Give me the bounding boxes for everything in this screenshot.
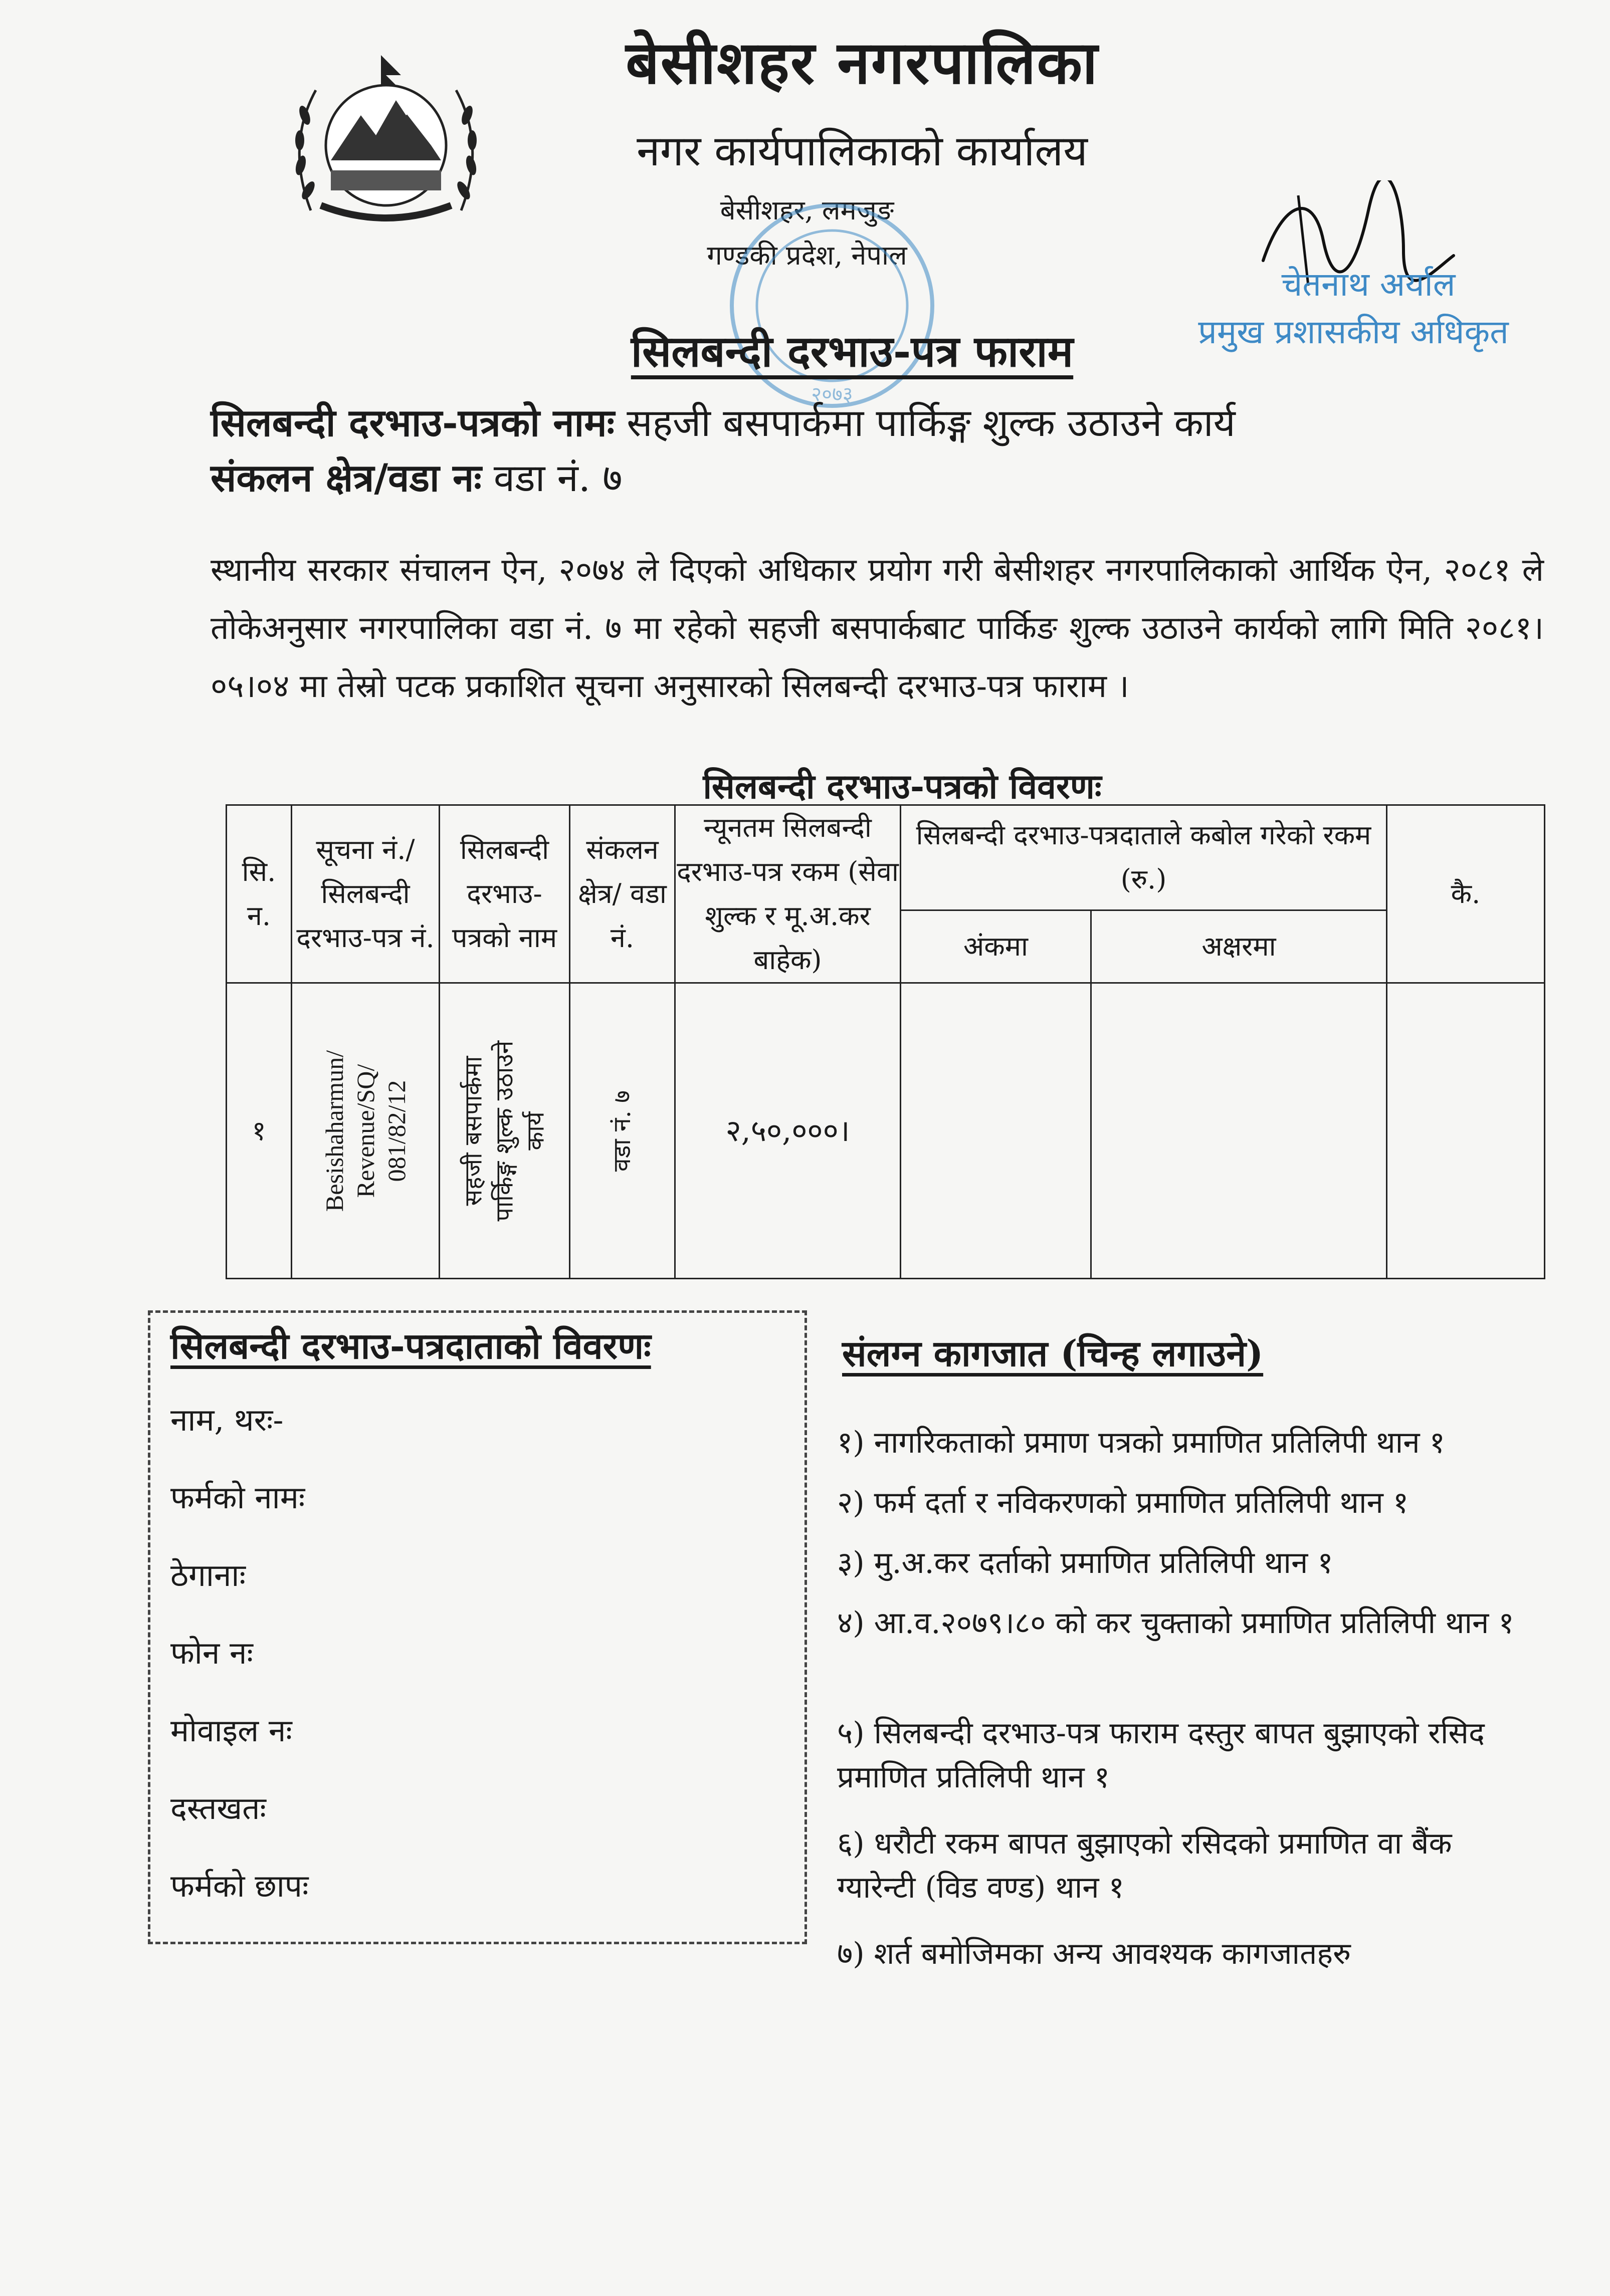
address-line-2: गण्डकी प्रदेश, नेपाल [707,240,907,271]
intro-paragraph: स्थानीय सरकार संचालन ऐन, २०७४ ले दिएको अधिकार प्रयोग गरी बेसीशहर नगरपालिकाको आर्थिक ऐन, २०८१ ले तोकेअनुसार नगरपालिका वडा नं. ७ मा रहेको सहजी बसपार्कबाट पार्किङ शुल्क उठाउने कार्यको लागि मिति २०८१।०५।०४ मा तेस्रो पटक प्रकाशित सूचना अनुसारको सिलबन्दी दरभाउ-पत्र फाराम । [211,552,1544,705]
header-area: संकलन क्षेत्र/ वडा नं. [570,805,675,983]
office-name: नगर कार्यपालिकाको कार्यालय [637,126,1088,175]
officer-name: चेतनाथ अर्याल [1281,265,1456,304]
notice-no-line-2: Revenue/SQ/ [351,1064,380,1198]
address-line-1: बेसीशहर, लमजुङ [720,194,894,226]
field-firm-name[interactable]: फर्मको नामः [170,1479,305,1516]
nepal-government-emblem [281,45,491,236]
attachment-item: ५) सिलबन्दी दरभाउ-पत्र फाराम दस्तुर बापत बुझाएको रसिद प्रमाणित प्रतिलिपी थान १ [837,1716,1485,1795]
header-min-amount: न्यूनतम सिलबन्दी दरभाउ-पत्र रकम (सेवा शुल्क र मू.अ.कर बाहेक) [675,805,901,983]
bidder-details-title: सिलबन्दी दरभाउ-पत्रदाताको विवरणः [170,1324,651,1367]
attachment-item: ३) मु.अ.कर दर्ताको प्रमाणित प्रतिलिपी थान १ [837,1545,1333,1580]
attachment-item: ४) आ.व.२०७९।८० को कर चुक्ताको प्रमाणित प्रतिलिपी थान १ [837,1605,1514,1641]
attachment-item: २) फर्म दर्ता र नविकरणको प्रमाणित प्रतिलिपी थान १ [837,1485,1409,1520]
field-phone[interactable]: फोन नः [170,1635,253,1671]
attachment-item: ७) शर्त बमोजिमका अन्य आवश्यक कागजातहरु [837,1936,1351,1971]
field-signature[interactable]: दस्तखतः [170,1790,266,1826]
area-line [211,451,623,503]
cell-min-amount: २,५०,०००। [675,983,901,1279]
notice-no-line-3: 081/82/12 [382,1080,411,1182]
area-value: वडा नं. ७ [493,455,623,500]
form-title: सिलबन्दी दरभाउ-पत्र फाराम [631,326,1074,377]
office-stamp [702,190,962,421]
bid-name-value: सहजी बसपार्कमा पार्किङ्ग शुल्क उठाउने कार्य [627,400,1236,445]
field-mobile[interactable]: मोवाइल नः [170,1712,292,1749]
header-remarks: कै. [1387,805,1545,983]
cell-remarks[interactable] [1387,983,1545,1279]
area-value-cell: वडा नं. ७ [608,1090,637,1172]
cell-sn: १ [227,983,292,1279]
header-sn: सि. न. [227,805,292,983]
bid-name-line [211,396,1236,447]
field-firm-seal[interactable]: फर्मको छापः [170,1868,309,1904]
header-in-words: अक्षरमा [1091,910,1387,983]
header-offered: सिलबन्दी दरभाउ-पत्रदाताले कबोल गरेको रकम (रु.) [901,805,1387,910]
field-address[interactable]: ठेगानाः [170,1557,246,1593]
table-header-row [227,805,1545,910]
cell-area [570,983,675,1279]
attachment-item: ६) धरौटी रकम बापत बुझाएको रसिदको प्रमाणित वा बैंक ग्यारेन्टी (विड वण्ड) थान १ [837,1826,1452,1905]
header-notice-no: सूचना नं./ सिलबन्दी दरभाउ-पत्र नं. [292,805,440,983]
municipality-name: बेसीशहर नगरपालिका [626,28,1099,97]
bid-name-label: सिलबन्दी दरभाउ-पत्रको नामः [211,400,615,445]
field-name[interactable]: नाम, थरः- [170,1402,284,1438]
bid-name-line-2: पार्किङ्ग शुल्क उठाउने [490,1040,519,1221]
cell-in-words[interactable] [1091,983,1387,1279]
header-in-figures: अंकमा [901,910,1091,983]
bid-details-table [226,804,1545,1279]
table-row [227,983,1545,1279]
area-label: संकलन क्षेत्र/वडा नः [211,455,482,500]
cell-bid-name [440,983,570,1279]
cell-notice-no [292,983,440,1279]
officer-title: प्रमुख प्रशासकीय अधिकृत [1198,313,1509,351]
attachment-item: १) नागरिकताको प्रमाण पत्रको प्रमाणित प्रतिलिपी थान १ [837,1425,1445,1460]
header-bid-name: सिलबन्दी दरभाउ-पत्रको नाम [440,805,570,983]
bid-name-line-1: सहजी बसपार्कमा [459,1056,488,1206]
bid-name-line-3: कार्य [521,1111,550,1151]
cell-in-figures[interactable] [901,983,1091,1279]
table-title: सिलबन्दी दरभाउ-पत्रको विवरणः [703,767,1102,807]
attachments-title: संलग्न कागजात (चिन्ह लगाउने) [842,1332,1264,1374]
svg-text:२०७३: २०७३ [811,383,853,406]
notice-no-line-1: Besishaharmun/ [320,1050,349,1212]
